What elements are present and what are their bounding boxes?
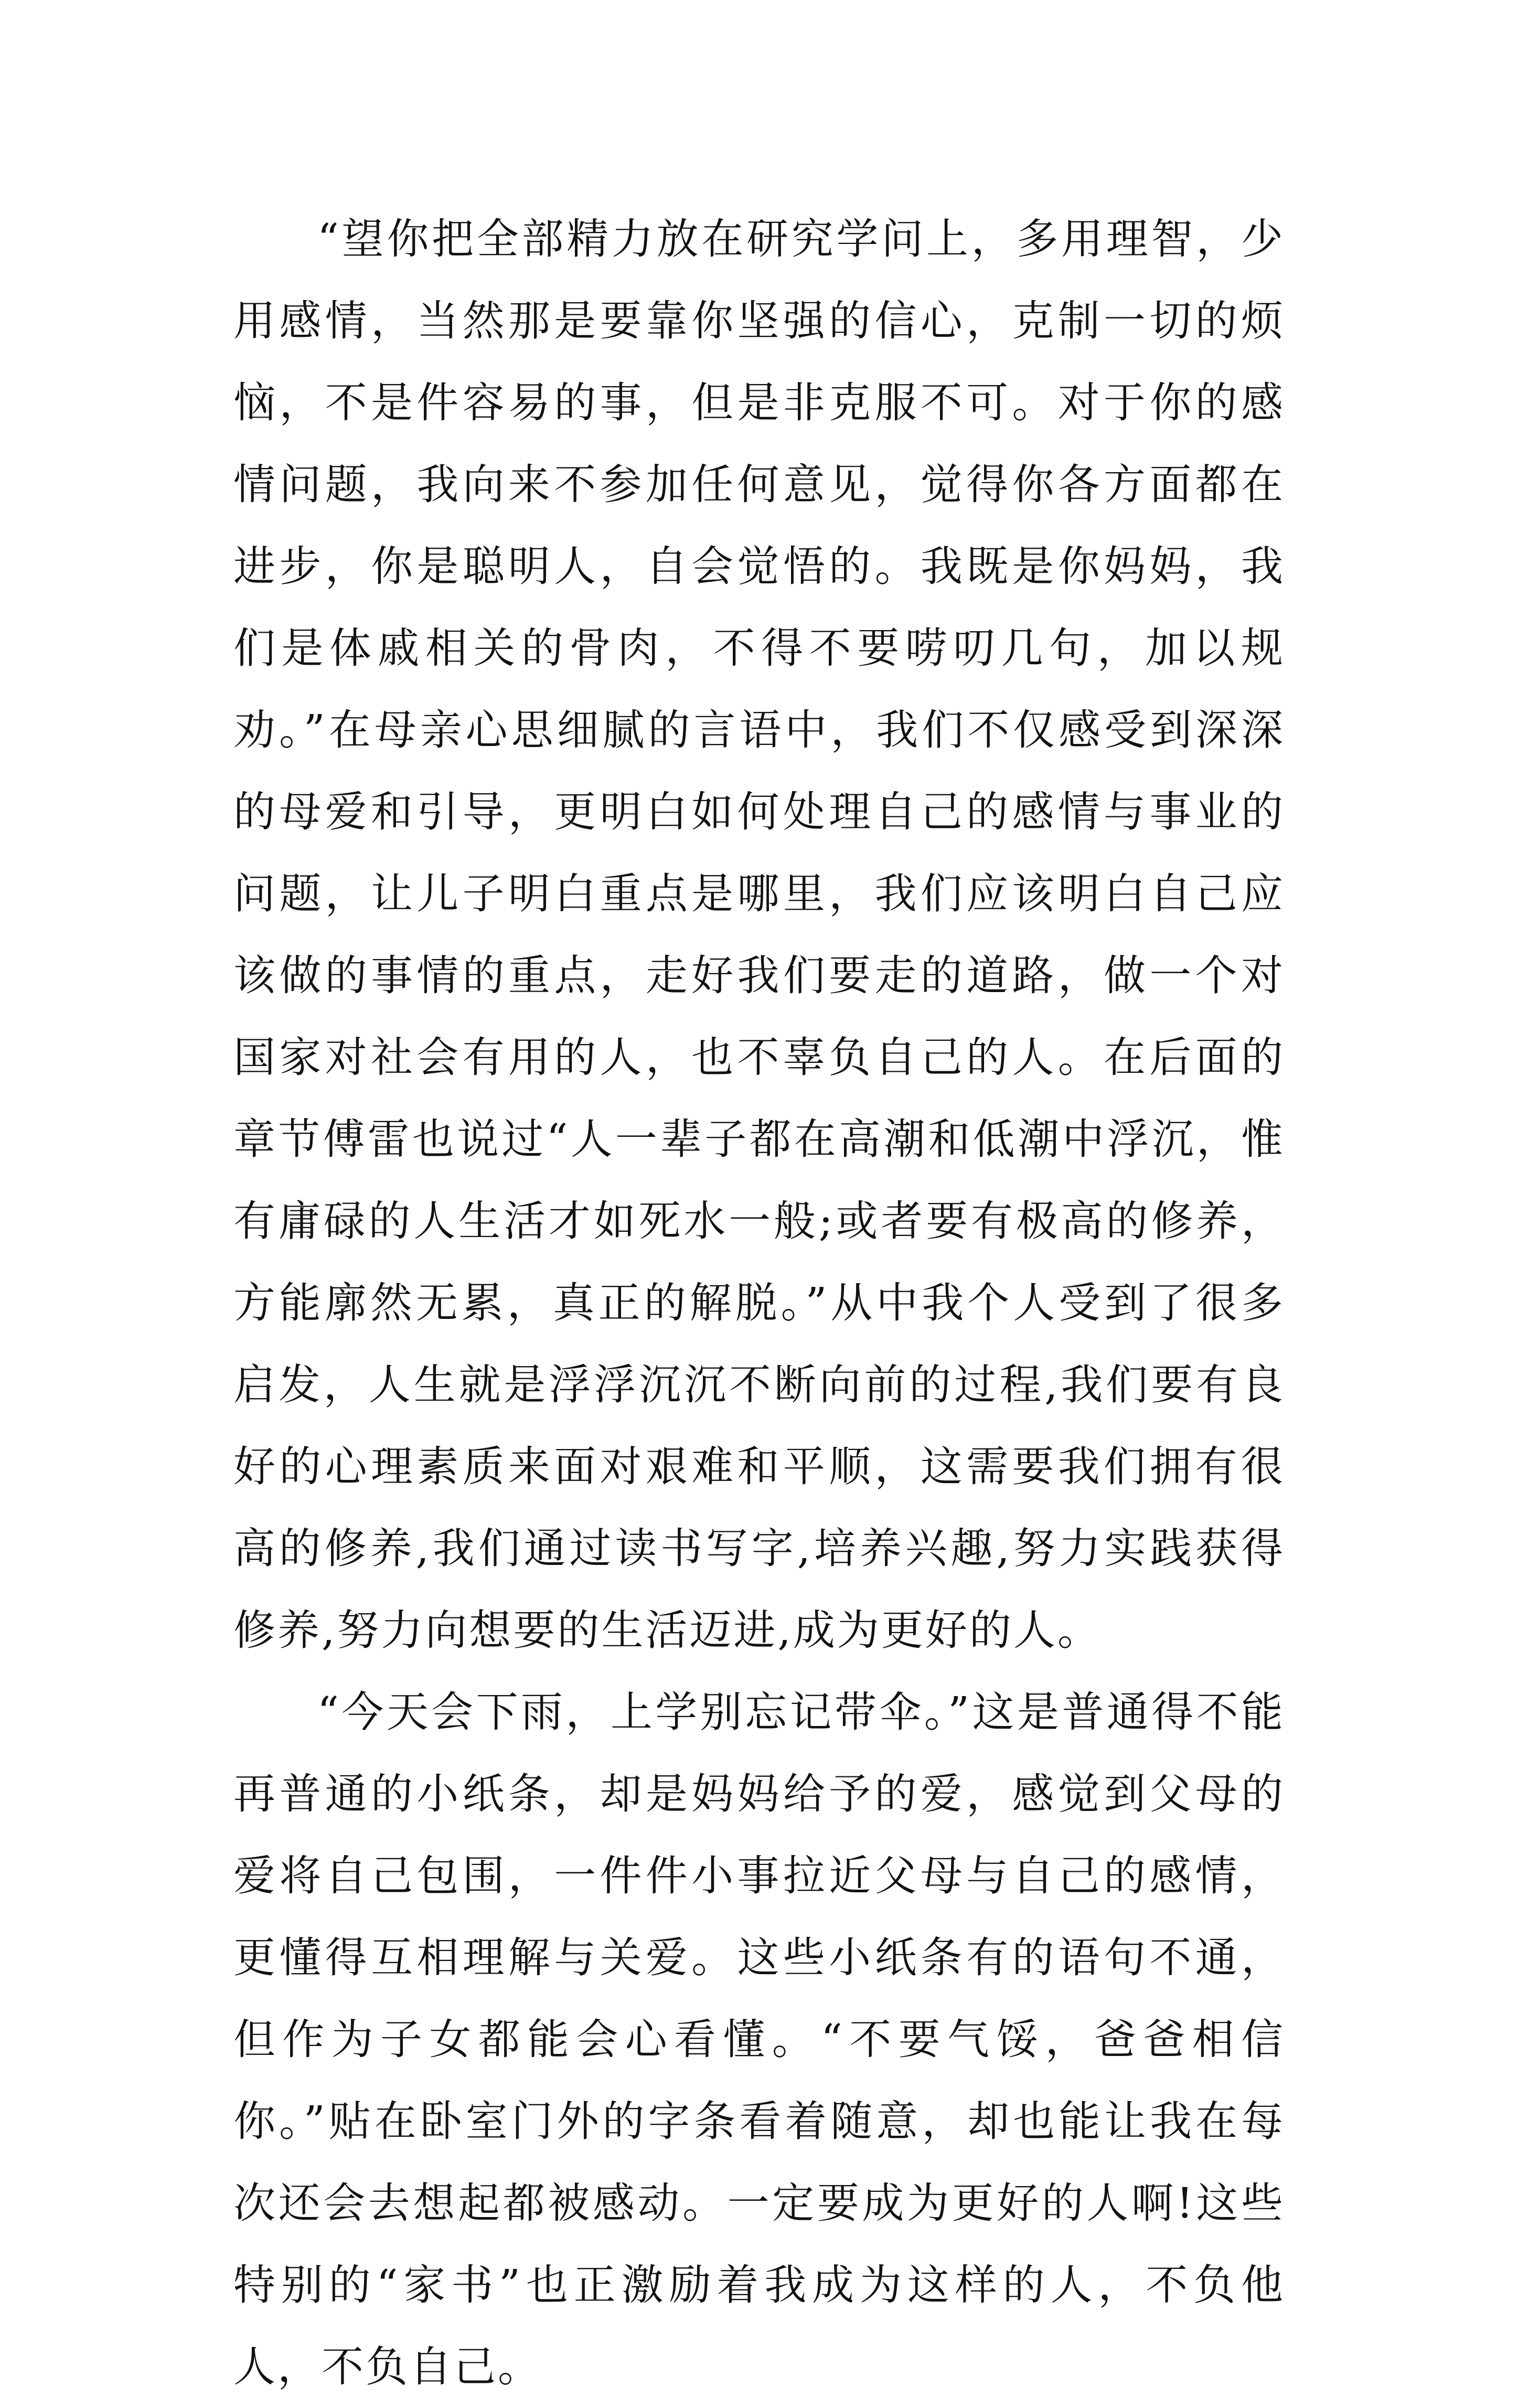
paragraph-2: “今天会下雨，上学别忘记带伞。”这是普通得不能再普通的小纸条，却是妈妈给予的爱，感觉到父母的爱将自己包围，一件件小事拉近父母与自己的感情，更懂得互相理解与关爱。这些小纸条有的语句不通，但作为子女都能会心看懂。“不要气馁，爸爸相信你。”贴在卧室门外的字条看着随意，却也能让我在每次还会去想起都被感动。一定要成为更好的人啊!这些特别的“家书”也正激励着我成为这样的人，不负他人，不负自己。: [233, 1688, 1285, 2391]
document-body: [233, 198, 1285, 2408]
paragraph-1: “望你把全部精力放在研究学问上，多用理智，少用感情，当然那是要靠你坚强的信心，克制一切的烦恼，不是件容易的事，但是非克服不可。对于你的感情问题，我向来不参加任何意见，觉得你各方面都在进步，你是聪明人，自会觉悟的。我既是你妈妈，我们是体戚相关的骨肉，不得不要唠叨几句，加以规劝。”在母亲心思细腻的言语中，我们不仅感受到深深的母爱和引导，更明白如何处理自己的感情与事业的问题，让儿子明白重点是哪里，我们应该明白自己应该做的事情的重点，走好我们要走的道路，做一个对国家对社会有用的人，也不辜负自己的人。在后面的章节傅雷也说过“人一辈子都在高潮和低潮中浮沉，惟有庸碌的人生活才如死水一般;或者要有极高的修养，方能廓然无累，真正的解脱。”从中我个人受到了很多启发，人生就是浮浮沉沉不断向前的过程,我们要有良好的心理素质来面对艰难和平顺，这需要我们拥有很高的修养,我们通过读书写字,培养兴趣,努力实践获得修养,努力向想要的生活迈进,成为更好的人。: [233, 215, 1285, 1655]
